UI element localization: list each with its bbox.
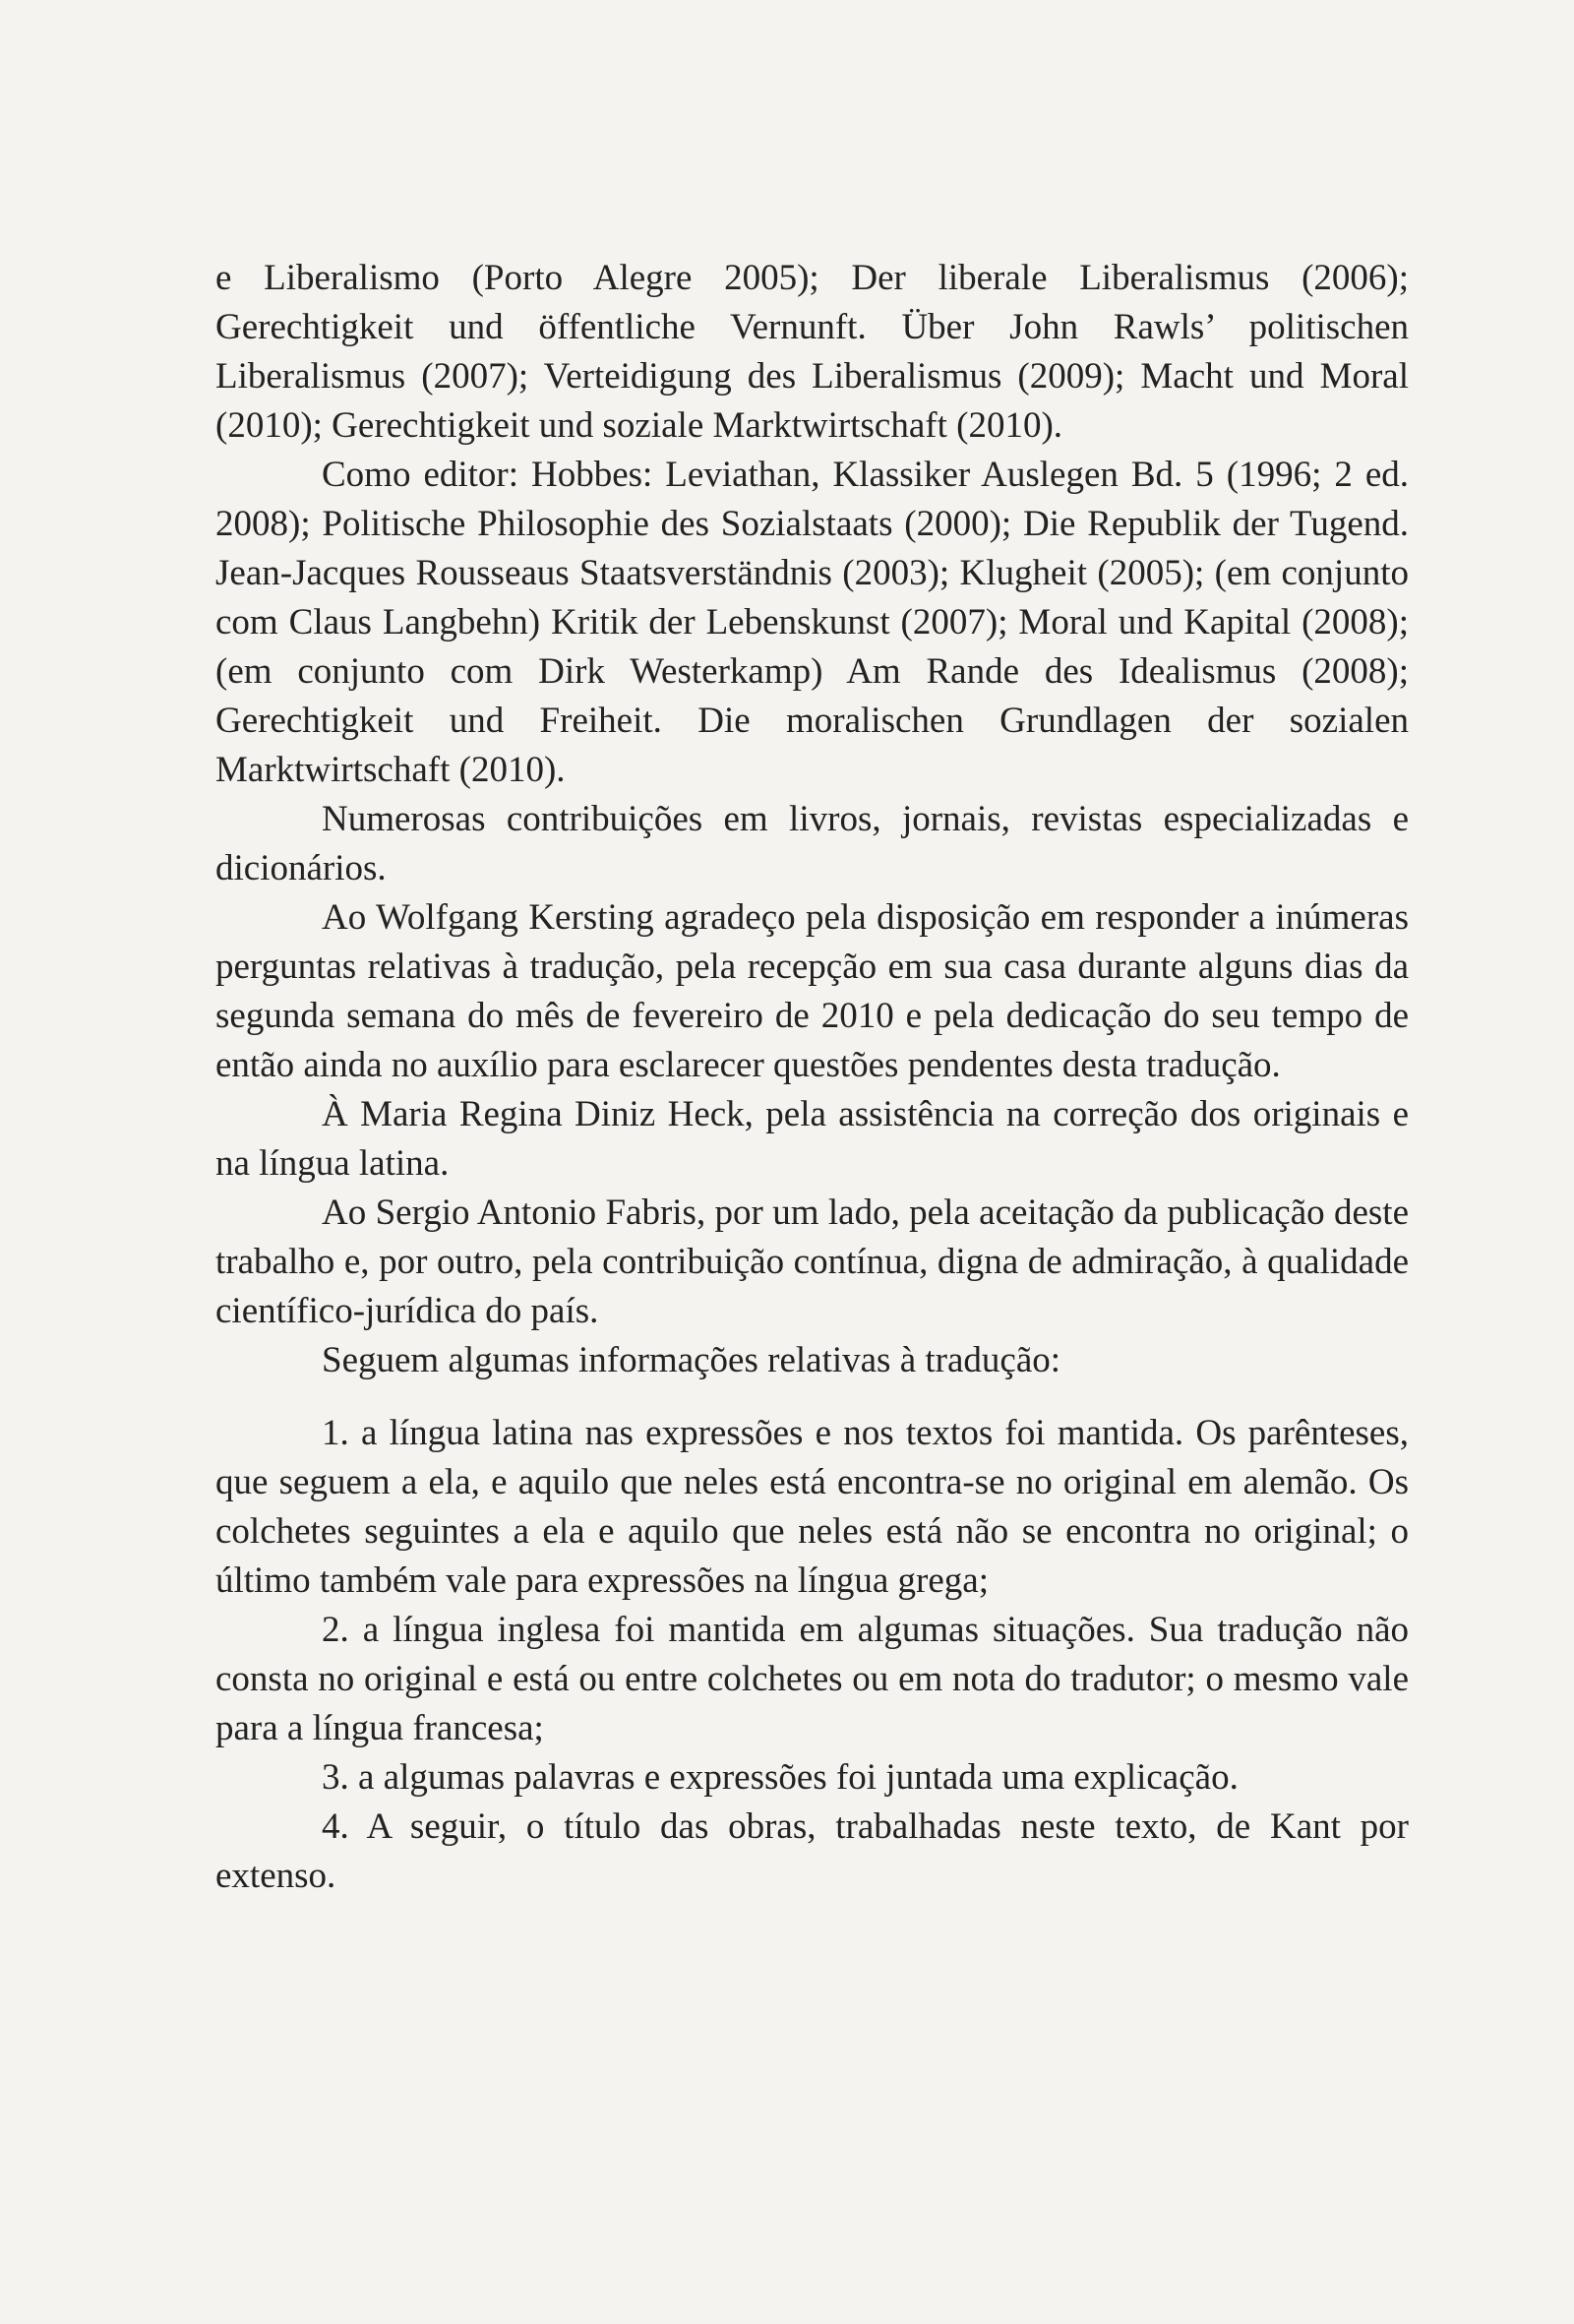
paragraph-thanks-heck: À Maria Regina Diniz Heck, pela assistência na correção dos originais e na língua latina. bbox=[215, 1094, 1409, 1184]
paragraph-bibliography-author: e Liberalismo (Porto Alegre 2005); Der liberale Liberalismus (2006); Gerechtigkeit und öffentliche Vernunft. Über John Rawls’ politischen Liberalismus (2007); Verteidigung des Liberalismus (2009); Macht und Moral (2010); Gerechtigkeit und soziale Marktwirtschaft (2010). bbox=[215, 258, 1409, 446]
list-item-english: 2. a língua inglesa foi mantida em algumas situações. Sua tradução não consta no original e está ou entre colchetes ou em nota do tradutor; o mesmo vale para a língua francesa; bbox=[215, 1610, 1409, 1748]
list-item-kant-titles: 4. A seguir, o título das obras, trabalhadas neste texto, de Kant por extenso. bbox=[215, 1806, 1409, 1896]
paragraph-thanks-kersting: Ao Wolfgang Kersting agradeço pela disposição em responder a inúmeras perguntas relativas à tradução, pela recepção em sua casa durante alguns dias da segunda semana do mês de fevereiro de 2010 e pela dedicação do seu tempo de então ainda no auxílio para esclarecer questões pendentes desta tradução. bbox=[215, 897, 1409, 1085]
list-item-explanations: 3. a algumas palavras e expressões foi juntada uma explicação. bbox=[322, 1757, 1239, 1798]
paragraph-translation-info-intro: Seguem algumas informações relativas à tradução: bbox=[322, 1340, 1061, 1380]
page-body bbox=[215, 254, 1409, 1901]
paragraph-contributions: Numerosas contribuições em livros, jornais, revistas especializadas e dicionários. bbox=[215, 799, 1409, 888]
paragraph-bibliography-editor: Como editor: Hobbes: Leviathan, Klassiker Auslegen Bd. 5 (1996; 2 ed. 2008); Politische Philosophie des Sozialstaats (2000); Die Republik der Tugend. Jean-Jacques Rousseaus Staatsverständnis (2003); Klugheit (2005); (em conjunto com Claus Langbehn) Kritik der Lebenskunst (2007); Moral und Kapital (2008); (em conjunto com Dirk Westerkamp) Am Rande des Idealismus (2008); Gerechtigkeit und Freiheit. Die moralischen Grundlagen der sozialen Marktwirtschaft (2010). bbox=[215, 455, 1409, 790]
list-item-latin: 1. a língua latina nas expressões e nos textos foi mantida. Os parênteses, que seguem a ela, e aquilo que neles está encontra-se no original em alemão. Os colchetes seguintes a ela e aquilo que neles está não se encontra no original; o último também vale para expressões na língua grega; bbox=[215, 1413, 1409, 1601]
paragraph-thanks-fabris: Ao Sergio Antonio Fabris, por um lado, pela aceitação da publicação deste trabalho e, por outro, pela contribuição contínua, digna de admiração, à qualidade científico-jurídica do país. bbox=[215, 1193, 1409, 1331]
